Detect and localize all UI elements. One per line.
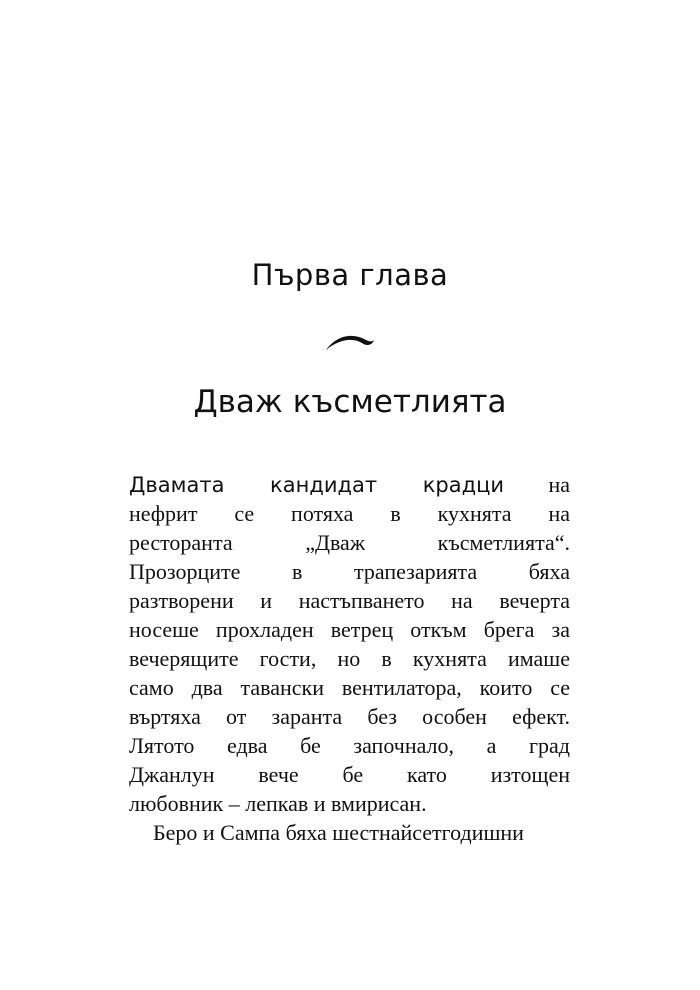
- text-line: вечерящите гости, но в кухнята имаше: [129, 646, 570, 671]
- swoosh-ornament-icon: [322, 326, 378, 354]
- text-line: Лятото едва бе започнало, а град: [129, 733, 570, 758]
- text-line: Джанлун вече бе като изтощен: [129, 762, 570, 787]
- chapter-label: Първа глава: [251, 258, 449, 292]
- text-fragment: на: [548, 472, 570, 497]
- text-line: носеше прохладен ветрец откъм брега за: [129, 617, 570, 642]
- text-line: въртяха от заранта без особен ефект.: [129, 704, 570, 729]
- text-line: нефрит се потяха в кухнята на: [129, 501, 570, 526]
- text-line: ресторанта „Дваж късметлията“.: [129, 530, 570, 555]
- text-line: любовник – лепкав и вмирисан.: [129, 791, 427, 816]
- text-line: само два тавански вентилатора, които се: [129, 675, 570, 700]
- text-line: Беро и Сампа бяха шестнайсетгодишни: [153, 820, 524, 845]
- text-line: [129, 470, 570, 499]
- lead-in: Двамата кандидат крадци: [129, 473, 505, 497]
- text-line: разтворени и настъпването на вечерта: [129, 588, 570, 613]
- text-line: Прозорците в трапезарията бяха: [129, 559, 570, 584]
- chapter-body: [129, 470, 570, 847]
- chapter-title: Дваж късметлията: [193, 384, 507, 420]
